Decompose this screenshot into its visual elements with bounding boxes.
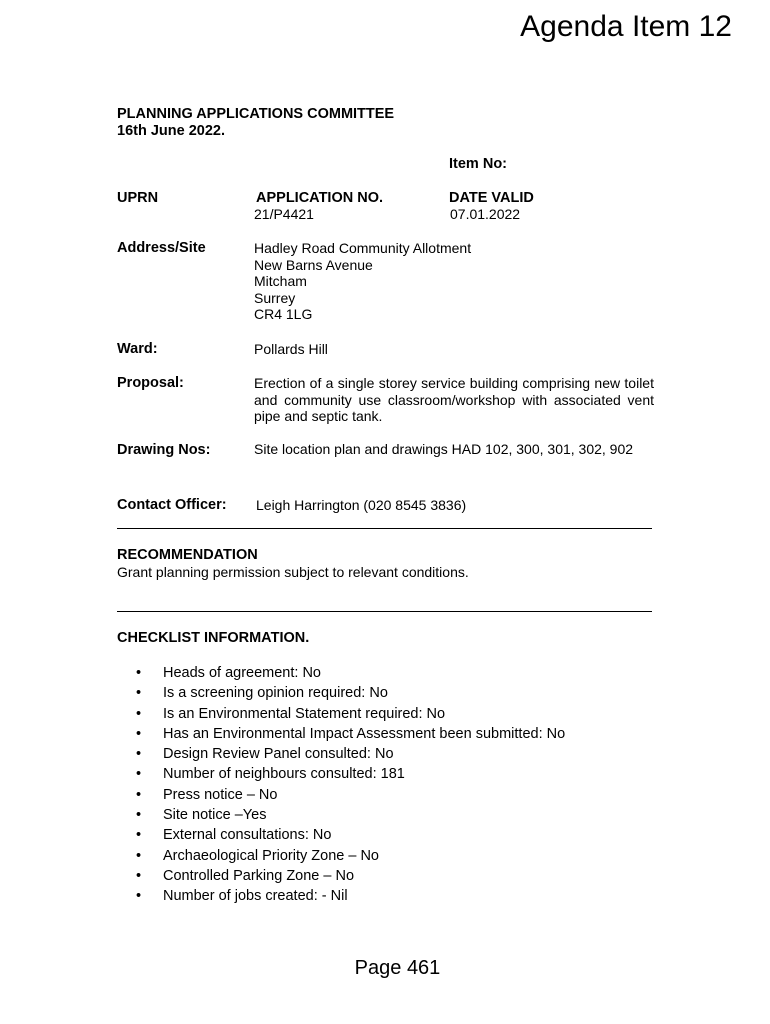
- address-line: Hadley Road Community Allotment: [254, 240, 472, 256]
- checklist-item-text: Design Review Panel consulted: No: [163, 746, 394, 763]
- checklist-item-text: Heads of agreement: No: [163, 665, 321, 681]
- bullet-icon: •: [136, 807, 142, 824]
- bullet-icon: •: [136, 705, 142, 722]
- bullet-icon: •: [136, 888, 142, 905]
- contact-officer-value: Leigh Harrington (020 8545 3836): [256, 497, 467, 513]
- checklist-item: [136, 805, 565, 825]
- checklist-item: [136, 764, 565, 784]
- address-block: [254, 240, 471, 323]
- address-label: Address/Site: [117, 240, 206, 256]
- checklist-item-text: Number of neighbours consulted: 181: [163, 766, 405, 783]
- drawing-nos-text: Site location plan and drawings HAD 102, 300, 301, 302, 902: [254, 441, 634, 457]
- checklist-item-text: Archaeological Priority Zone – No: [163, 847, 379, 864]
- proposal-text: Erection of a single storey service building comprising new toilet and community use classroom/workshop with associated vent pipe and septic tank.: [254, 375, 654, 424]
- bullet-icon: •: [136, 867, 142, 884]
- checklist-item-text: External consultations: No: [163, 827, 332, 844]
- address-line: Surrey: [254, 289, 296, 306]
- bullet-icon: •: [136, 847, 142, 864]
- uprn-label: UPRN: [117, 190, 159, 206]
- checklist-item-text: Has an Environmental Impact Assessment been submitted: No: [163, 725, 566, 742]
- contact-officer-label: Contact Officer:: [117, 497, 227, 513]
- address-line: Mitcham: [254, 273, 307, 289]
- checklist-item: [136, 724, 565, 744]
- meeting-date: 16th June 2022.: [117, 123, 225, 139]
- divider: [117, 528, 652, 529]
- bullet-icon: •: [136, 665, 142, 681]
- address-line: CR4 1LG: [254, 306, 313, 322]
- checklist-item-text: Is a screening opinion required: No: [163, 685, 388, 702]
- bullet-icon: •: [136, 725, 142, 742]
- recommendation-text: Grant planning permission subject to relevant conditions.: [117, 564, 469, 580]
- application-no-label: APPLICATION NO.: [256, 190, 384, 206]
- checklist-item: [136, 866, 565, 886]
- bullet-icon: •: [136, 746, 142, 763]
- ward-value: Pollards Hill: [254, 341, 328, 357]
- ward-label: Ward:: [117, 341, 158, 357]
- checklist-item-text: Is an Environmental Statement required: No: [163, 705, 446, 722]
- checklist-item: [136, 704, 565, 724]
- checklist-item: [136, 663, 565, 683]
- checklist-item: [136, 825, 565, 845]
- recommendation-heading: RECOMMENDATION: [117, 547, 258, 563]
- agenda-item-title: Agenda Item 12: [520, 10, 732, 43]
- checklist-item: [136, 785, 565, 805]
- checklist-heading: CHECKLIST INFORMATION.: [117, 630, 310, 646]
- address-line: New Barns Avenue: [254, 256, 373, 273]
- committee-heading: PLANNING APPLICATIONS COMMITTEE: [117, 106, 395, 122]
- checklist-item: [136, 744, 565, 764]
- item-no-label: Item No:: [449, 156, 507, 172]
- bullet-icon: •: [136, 685, 142, 702]
- bullet-icon: •: [136, 766, 142, 783]
- application-no-value: 21/P4421: [254, 206, 314, 222]
- checklist-item-text: Press notice – No: [163, 786, 278, 803]
- page-number: Page 461: [354, 957, 441, 979]
- checklist-item: [136, 683, 565, 703]
- bullet-icon: •: [136, 786, 142, 803]
- checklist-item: [136, 846, 565, 866]
- checklist: [136, 663, 565, 907]
- drawing-nos-label: Drawing Nos:: [117, 442, 211, 458]
- date-valid-value: 07.01.2022: [450, 206, 521, 222]
- checklist-item-text: Controlled Parking Zone – No: [163, 867, 355, 884]
- bullet-icon: •: [136, 827, 142, 844]
- checklist-item: [136, 886, 565, 906]
- proposal-label: Proposal:: [117, 375, 184, 391]
- date-valid-label: DATE VALID: [449, 190, 534, 206]
- checklist-item-text: Number of jobs created: - Nil: [163, 888, 348, 905]
- checklist-item-text: Site notice –Yes: [163, 807, 267, 824]
- divider: [117, 611, 652, 612]
